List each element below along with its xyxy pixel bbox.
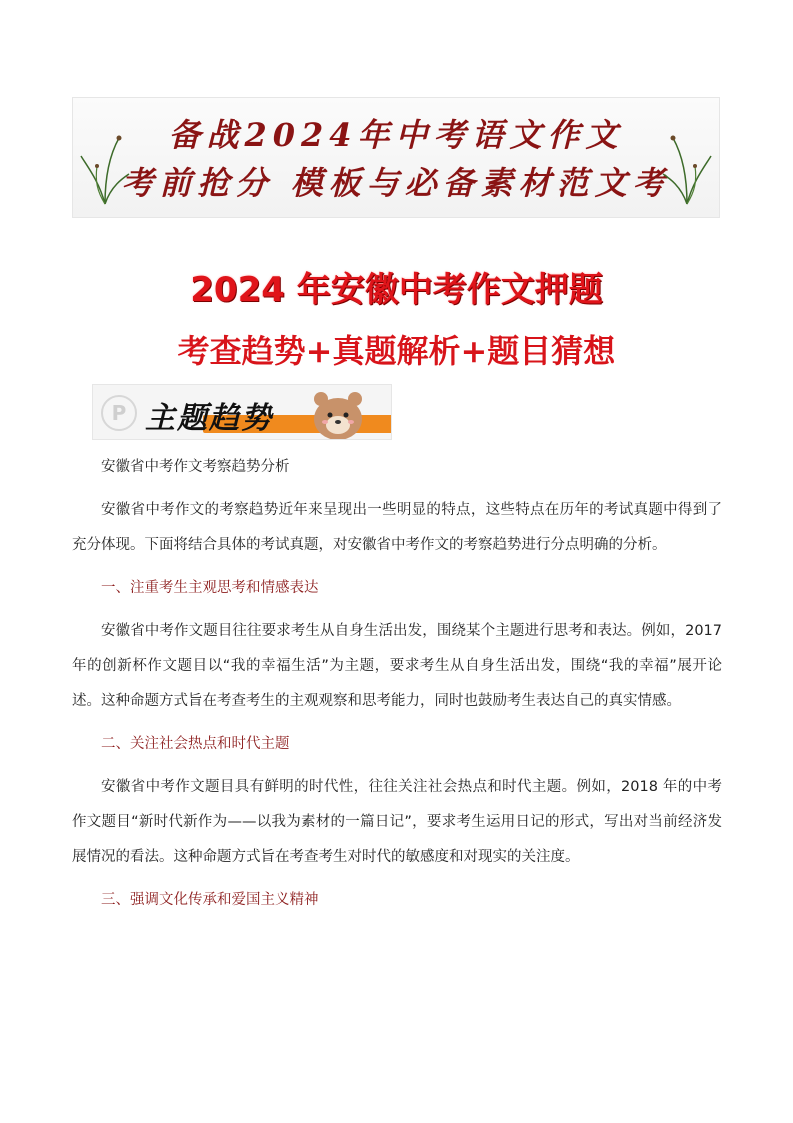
body-text (72, 450, 722, 918)
banner-title-line1: 备战2024年中考语文作文 (168, 116, 624, 154)
section-label: 主题趋势 (145, 401, 273, 436)
heading-3: 三、强调文化传承和爱国主义精神 (101, 892, 319, 908)
heading-1: 一、注重考生主观思考和情感表达 (101, 580, 319, 596)
page-title: 2024 年安徽中考作文押题 (190, 270, 603, 310)
paragraph-1: 安徽省中考作文题目往往要求考生从自身生活出发，围绕某个主题进行思考和表达。例如，2017 年的创新杯作文题目以“我的幸福生活”为主题，要求考生从自身生活出发，围绕“我的幸福”展开论述。这种命题方式旨在考查考生的主观观察和思考能力，同时也鼓励考生表达自己的真实情感。 (72, 623, 722, 709)
intro-title: 安徽省中考作文考察趋势分析 (101, 459, 290, 475)
header-banner (72, 97, 720, 218)
banner-title-line2: 考前抢分 模板与必备素材范文考 (121, 164, 671, 202)
orchid-icon (661, 126, 713, 206)
intro-paragraph: 安徽省中考作文的考察趋势近年来呈现出一些明显的特点，这些特点在历年的考试真题中得到了充分体现。下面将结合具体的考试真题，对安徽省中考作文的考察趋势进行分点明确的分析。 (72, 502, 722, 553)
bear-icon (307, 389, 369, 440)
section-banner (92, 384, 392, 440)
paragraph-2: 安徽省中考作文题目具有鲜明的时代性，往往关注社会热点和时代主题。例如，2018 年的中考作文题目“新时代新作为——以我为素材的一篇日记”，要求考生运用日记的形式，写出对当前经济发展情况的看法。这种命题方式旨在考查考生对时代的敏感度和对现实的关注度。 (72, 779, 722, 865)
heading-2: 二、关注社会热点和时代主题 (101, 736, 290, 752)
coin-icon: P (101, 395, 137, 431)
page-subtitle: 考查趋势+真题解析+题目猜想 (177, 332, 616, 370)
